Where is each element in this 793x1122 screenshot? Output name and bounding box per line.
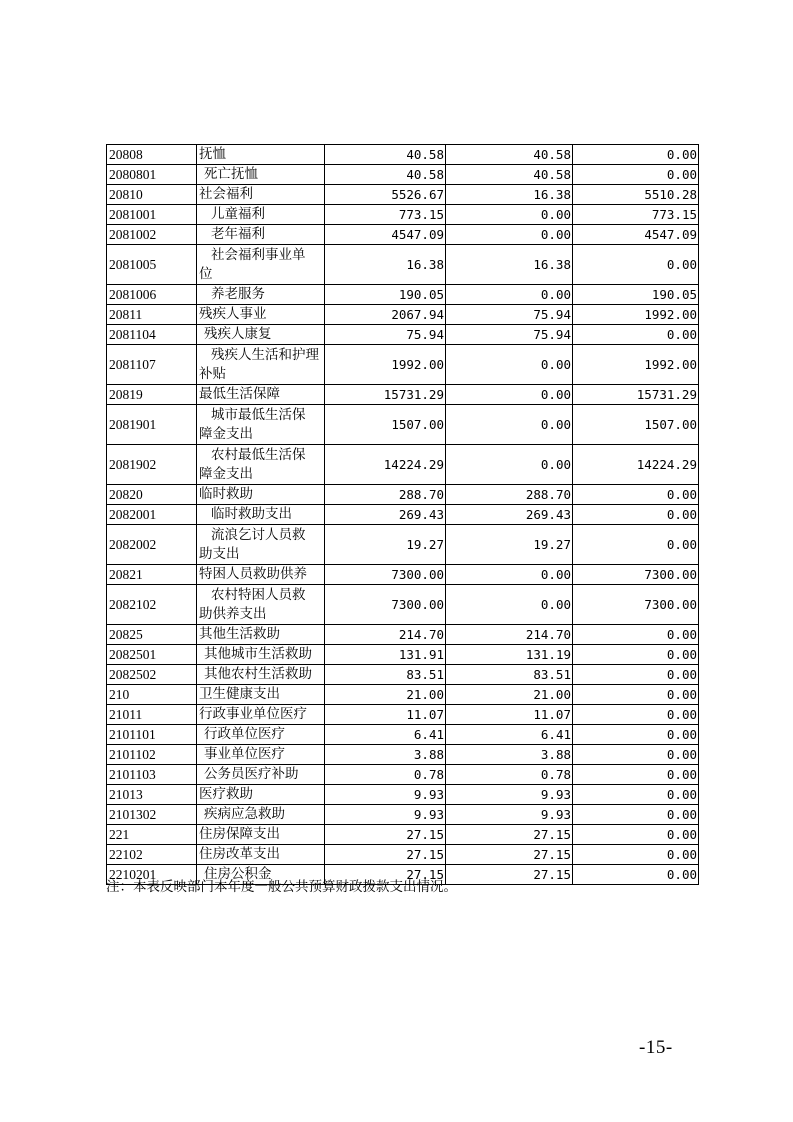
table-row — [107, 185, 699, 205]
total-amount-cell: 7300.00 — [325, 585, 446, 625]
subject-code-cell: 20820 — [107, 485, 197, 505]
total-amount-cell: 190.05 — [325, 285, 446, 305]
total-amount-cell: 1992.00 — [325, 345, 446, 385]
basic-expenditure-cell: 131.19 — [446, 645, 573, 665]
total-amount-cell: 0.78 — [325, 765, 446, 785]
table-row — [107, 325, 699, 345]
subject-name-cell: 社会福利 — [197, 185, 325, 205]
table-row — [107, 345, 699, 385]
total-amount-cell: 27.15 — [325, 865, 446, 885]
table-row — [107, 525, 699, 565]
subject-name-cell — [197, 585, 325, 625]
total-amount-cell: 3.88 — [325, 745, 446, 765]
project-expenditure-cell: 14224.29 — [573, 445, 699, 485]
project-expenditure-cell: 0.00 — [573, 145, 699, 165]
subject-name-line: 社会福利事业单 — [211, 246, 306, 263]
subject-name-cell — [197, 245, 325, 285]
table-row — [107, 405, 699, 445]
table-row — [107, 625, 699, 645]
project-expenditure-cell: 0.00 — [573, 625, 699, 645]
project-expenditure-cell: 0.00 — [573, 745, 699, 765]
subject-name-cell — [197, 405, 325, 445]
table-row — [107, 245, 699, 285]
project-expenditure-cell: 0.00 — [573, 325, 699, 345]
total-amount-cell: 21.00 — [325, 685, 446, 705]
total-amount-cell: 2067.94 — [325, 305, 446, 325]
basic-expenditure-cell: 16.38 — [446, 185, 573, 205]
subject-code-cell: 20811 — [107, 305, 197, 325]
subject-name-cell: 老年福利 — [197, 225, 325, 245]
subject-code-cell: 20810 — [107, 185, 197, 205]
project-expenditure-cell: 0.00 — [573, 805, 699, 825]
subject-code-cell: 2210201 — [107, 865, 197, 885]
subject-name-cell — [197, 345, 325, 385]
subject-name-cell: 行政单位医疗 — [197, 725, 325, 745]
basic-expenditure-cell: 75.94 — [446, 325, 573, 345]
total-amount-cell: 214.70 — [325, 625, 446, 645]
total-amount-cell: 9.93 — [325, 805, 446, 825]
subject-name-line: 补贴 — [199, 365, 226, 382]
subject-code-cell: 2082502 — [107, 665, 197, 685]
subject-code-cell: 2082102 — [107, 585, 197, 625]
subject-name-line: 助支出 — [199, 545, 240, 562]
project-expenditure-cell: 15731.29 — [573, 385, 699, 405]
budget-expenditure-table — [106, 144, 699, 885]
subject-name-cell — [197, 525, 325, 565]
basic-expenditure-cell: 40.58 — [446, 145, 573, 165]
total-amount-cell: 19.27 — [325, 525, 446, 565]
basic-expenditure-cell: 0.00 — [446, 225, 573, 245]
subject-code-cell: 2101102 — [107, 745, 197, 765]
table-row — [107, 145, 699, 165]
subject-code-cell: 2082002 — [107, 525, 197, 565]
subject-name-cell: 住房公积金 — [197, 865, 325, 885]
total-amount-cell: 9.93 — [325, 785, 446, 805]
subject-name-cell: 养老服务 — [197, 285, 325, 305]
subject-name-cell: 疾病应急救助 — [197, 805, 325, 825]
total-amount-cell: 773.15 — [325, 205, 446, 225]
basic-expenditure-cell: 288.70 — [446, 485, 573, 505]
subject-name-line: 障金支出 — [199, 425, 253, 442]
subject-code-cell: 2081901 — [107, 405, 197, 445]
subject-code-cell: 20825 — [107, 625, 197, 645]
total-amount-cell: 83.51 — [325, 665, 446, 685]
subject-code-cell: 21011 — [107, 705, 197, 725]
subject-code-cell: 2101302 — [107, 805, 197, 825]
project-expenditure-cell: 0.00 — [573, 705, 699, 725]
subject-code-cell: 2081107 — [107, 345, 197, 385]
basic-expenditure-cell: 21.00 — [446, 685, 573, 705]
table-row — [107, 445, 699, 485]
total-amount-cell: 288.70 — [325, 485, 446, 505]
subject-name-cell: 其他城市生活救助 — [197, 645, 325, 665]
subject-name-line: 城市最低生活保 — [211, 406, 306, 423]
basic-expenditure-cell: 0.00 — [446, 205, 573, 225]
basic-expenditure-cell: 6.41 — [446, 725, 573, 745]
basic-expenditure-cell: 75.94 — [446, 305, 573, 325]
basic-expenditure-cell: 0.00 — [446, 385, 573, 405]
project-expenditure-cell: 0.00 — [573, 685, 699, 705]
table-row — [107, 705, 699, 725]
table-row — [107, 645, 699, 665]
subject-code-cell: 22102 — [107, 845, 197, 865]
subject-code-cell: 2081006 — [107, 285, 197, 305]
table-row — [107, 765, 699, 785]
basic-expenditure-cell: 0.00 — [446, 585, 573, 625]
subject-code-cell: 2081902 — [107, 445, 197, 485]
project-expenditure-cell: 1992.00 — [573, 345, 699, 385]
subject-name-cell: 住房改革支出 — [197, 845, 325, 865]
subject-code-cell: 2101101 — [107, 725, 197, 745]
subject-name-cell: 其他生活救助 — [197, 625, 325, 645]
subject-code-cell: 2082501 — [107, 645, 197, 665]
page-number: -15- — [639, 1037, 673, 1058]
subject-name-line: 农村特困人员救 — [211, 586, 306, 603]
total-amount-cell: 4547.09 — [325, 225, 446, 245]
basic-expenditure-cell: 0.78 — [446, 765, 573, 785]
table-row — [107, 285, 699, 305]
subject-name-line: 助供养支出 — [199, 605, 267, 622]
basic-expenditure-cell: 11.07 — [446, 705, 573, 725]
table-row — [107, 205, 699, 225]
subject-code-cell: 210 — [107, 685, 197, 705]
project-expenditure-cell: 0.00 — [573, 785, 699, 805]
basic-expenditure-cell: 9.93 — [446, 785, 573, 805]
total-amount-cell: 16.38 — [325, 245, 446, 285]
table-row — [107, 565, 699, 585]
project-expenditure-cell: 0.00 — [573, 865, 699, 885]
table-row — [107, 665, 699, 685]
table-row — [107, 785, 699, 805]
table-row — [107, 845, 699, 865]
basic-expenditure-cell: 269.43 — [446, 505, 573, 525]
subject-code-cell: 20821 — [107, 565, 197, 585]
table-row — [107, 305, 699, 325]
total-amount-cell: 7300.00 — [325, 565, 446, 585]
table-row — [107, 745, 699, 765]
project-expenditure-cell: 0.00 — [573, 645, 699, 665]
basic-expenditure-cell: 0.00 — [446, 405, 573, 445]
subject-code-cell: 2081104 — [107, 325, 197, 345]
table-row — [107, 485, 699, 505]
table-row — [107, 505, 699, 525]
table-footnote: 注：本表反映部门本年度一般公共预算财政拨款支出情况。 — [106, 879, 457, 895]
table-row — [107, 685, 699, 705]
project-expenditure-cell: 190.05 — [573, 285, 699, 305]
subject-name-cell: 临时救助 — [197, 485, 325, 505]
subject-name-cell: 死亡抚恤 — [197, 165, 325, 185]
table-row — [107, 725, 699, 745]
project-expenditure-cell: 7300.00 — [573, 565, 699, 585]
subject-name-cell: 行政事业单位医疗 — [197, 705, 325, 725]
total-amount-cell: 269.43 — [325, 505, 446, 525]
total-amount-cell: 75.94 — [325, 325, 446, 345]
project-expenditure-cell: 1992.00 — [573, 305, 699, 325]
subject-name-cell: 卫生健康支出 — [197, 685, 325, 705]
project-expenditure-cell: 0.00 — [573, 845, 699, 865]
subject-code-cell: 20819 — [107, 385, 197, 405]
subject-name-line: 残疾人生活和护理 — [211, 346, 319, 363]
basic-expenditure-cell: 0.00 — [446, 285, 573, 305]
project-expenditure-cell: 0.00 — [573, 525, 699, 565]
subject-name-cell: 事业单位医疗 — [197, 745, 325, 765]
total-amount-cell: 40.58 — [325, 145, 446, 165]
table-row — [107, 825, 699, 845]
project-expenditure-cell: 0.00 — [573, 725, 699, 745]
basic-expenditure-cell: 83.51 — [446, 665, 573, 685]
basic-expenditure-cell: 3.88 — [446, 745, 573, 765]
table-row — [107, 385, 699, 405]
subject-name-cell: 其他农村生活救助 — [197, 665, 325, 685]
basic-expenditure-cell: 9.93 — [446, 805, 573, 825]
basic-expenditure-cell: 0.00 — [446, 445, 573, 485]
total-amount-cell: 131.91 — [325, 645, 446, 665]
total-amount-cell: 15731.29 — [325, 385, 446, 405]
basic-expenditure-cell: 16.38 — [446, 245, 573, 285]
subject-name-cell: 住房保障支出 — [197, 825, 325, 845]
project-expenditure-cell: 7300.00 — [573, 585, 699, 625]
subject-name-cell: 特困人员救助供养 — [197, 565, 325, 585]
basic-expenditure-cell: 27.15 — [446, 865, 573, 885]
subject-name-cell — [197, 445, 325, 485]
subject-code-cell: 2080801 — [107, 165, 197, 185]
table-row — [107, 585, 699, 625]
table-row — [107, 225, 699, 245]
subject-name-cell: 医疗救助 — [197, 785, 325, 805]
subject-code-cell: 2082001 — [107, 505, 197, 525]
subject-code-cell: 2081002 — [107, 225, 197, 245]
total-amount-cell: 5526.67 — [325, 185, 446, 205]
subject-code-cell: 20808 — [107, 145, 197, 165]
subject-code-cell: 221 — [107, 825, 197, 845]
subject-name-cell: 残疾人康复 — [197, 325, 325, 345]
subject-code-cell: 21013 — [107, 785, 197, 805]
table-body — [107, 145, 699, 885]
project-expenditure-cell: 773.15 — [573, 205, 699, 225]
project-expenditure-cell: 0.00 — [573, 165, 699, 185]
total-amount-cell: 14224.29 — [325, 445, 446, 485]
total-amount-cell: 11.07 — [325, 705, 446, 725]
subject-code-cell: 2101103 — [107, 765, 197, 785]
basic-expenditure-cell: 27.15 — [446, 845, 573, 865]
basic-expenditure-cell: 19.27 — [446, 525, 573, 565]
subject-code-cell: 2081001 — [107, 205, 197, 225]
subject-name-line: 流浪乞讨人员救 — [211, 526, 306, 543]
project-expenditure-cell: 0.00 — [573, 245, 699, 285]
basic-expenditure-cell: 214.70 — [446, 625, 573, 645]
subject-code-cell: 2081005 — [107, 245, 197, 285]
table-row — [107, 165, 699, 185]
basic-expenditure-cell: 0.00 — [446, 345, 573, 385]
subject-name-cell: 公务员医疗补助 — [197, 765, 325, 785]
basic-expenditure-cell: 0.00 — [446, 565, 573, 585]
project-expenditure-cell: 1507.00 — [573, 405, 699, 445]
total-amount-cell: 27.15 — [325, 825, 446, 845]
subject-name-cell: 临时救助支出 — [197, 505, 325, 525]
total-amount-cell: 1507.00 — [325, 405, 446, 445]
basic-expenditure-cell: 40.58 — [446, 165, 573, 185]
project-expenditure-cell: 0.00 — [573, 765, 699, 785]
subject-name-line: 障金支出 — [199, 465, 253, 482]
total-amount-cell: 40.58 — [325, 165, 446, 185]
project-expenditure-cell: 0.00 — [573, 665, 699, 685]
subject-name-line: 位 — [199, 265, 213, 282]
project-expenditure-cell: 4547.09 — [573, 225, 699, 245]
subject-name-cell: 抚恤 — [197, 145, 325, 165]
total-amount-cell: 6.41 — [325, 725, 446, 745]
project-expenditure-cell: 0.00 — [573, 485, 699, 505]
project-expenditure-cell: 0.00 — [573, 825, 699, 845]
basic-expenditure-cell: 27.15 — [446, 825, 573, 845]
project-expenditure-cell: 5510.28 — [573, 185, 699, 205]
table-row — [107, 805, 699, 825]
subject-name-line: 农村最低生活保 — [211, 446, 306, 463]
subject-name-cell: 残疾人事业 — [197, 305, 325, 325]
subject-name-cell: 最低生活保障 — [197, 385, 325, 405]
total-amount-cell: 27.15 — [325, 845, 446, 865]
project-expenditure-cell: 0.00 — [573, 505, 699, 525]
subject-name-cell: 儿童福利 — [197, 205, 325, 225]
